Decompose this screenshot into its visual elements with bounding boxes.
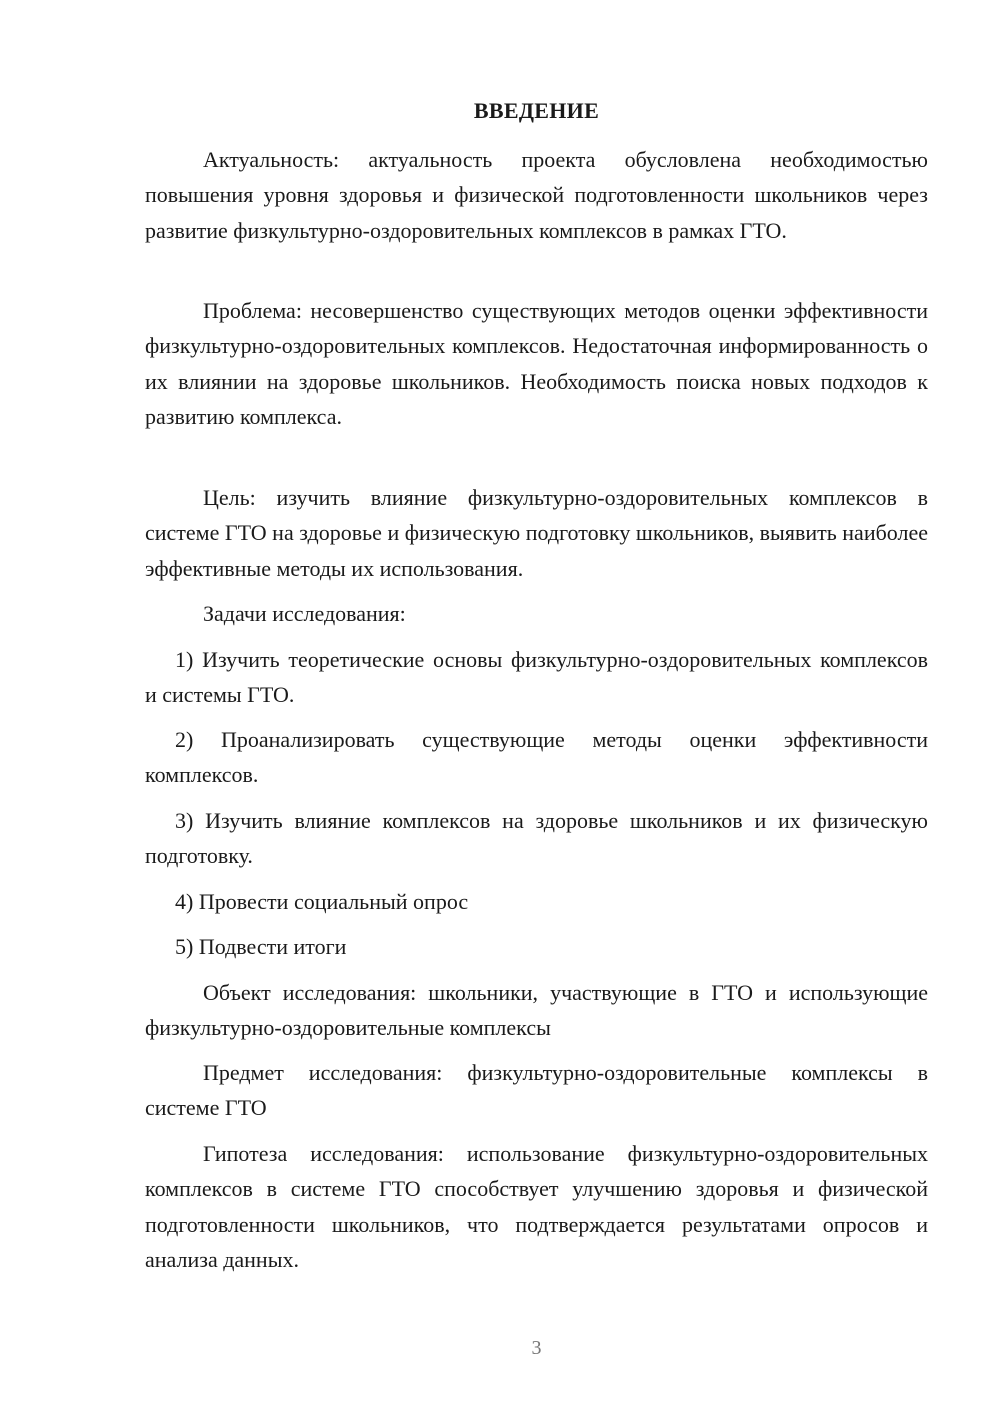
task-item-4: 4) Провести социальный опрос [175, 889, 469, 914]
page-title: ВВЕДЕНИЕ [473, 98, 600, 123]
paragraph-hypothesis: Гипотеза исследования: использование физкультурно-оздоровительных комплексов в системе ГТО способствует улучшению здоровья и физической подготовленности школьников, что подтверждается результатами опросов и анализа данных. [145, 1141, 928, 1272]
paragraph-relevance: Актуальность: актуальность проекта обусловлена необходимостью повышения уровня здоровья и физической подготовленности школьников через развитие физкультурно-оздоровительных комплексов в рамках ГТО. [145, 147, 928, 243]
task-item-2: 2) Проанализировать существующие методы оценки эффективности комплексов. [145, 727, 928, 788]
task-item-1: 1) Изучить теоретические основы физкультурно-оздоровительных комплексов и системы ГТО. [145, 647, 928, 708]
paragraph-problem: Проблема: несовершенство существующих методов оценки эффективности физкультурно-оздоровительных комплексов. Недостаточная информированность о их влиянии на здоровье школьников. Необходимость поиска новых подходов к развитию комплекса. [145, 298, 928, 429]
task-item-3: 3) Изучить влияние комплексов на здоровье школьников и их физическую подготовку. [145, 808, 928, 869]
task-item-5: 5) Подвести итоги [175, 934, 347, 959]
paragraph-object: Объект исследования: школьники, участвующие в ГТО и использующие физкультурно-оздоровительные комплексы [145, 980, 928, 1041]
tasks-heading: Задачи исследования: [203, 601, 406, 626]
paragraph-subject: Предмет исследования: физкультурно-оздоровительные комплексы в системе ГТО [145, 1060, 928, 1121]
page-number: 3 [531, 1337, 542, 1359]
paragraph-goal: Цель: изучить влияние физкультурно-оздоровительных комплексов в системе ГТО на здоровье и физическую подготовку школьников, выявить наиболее эффективные методы их использования. [145, 485, 928, 581]
